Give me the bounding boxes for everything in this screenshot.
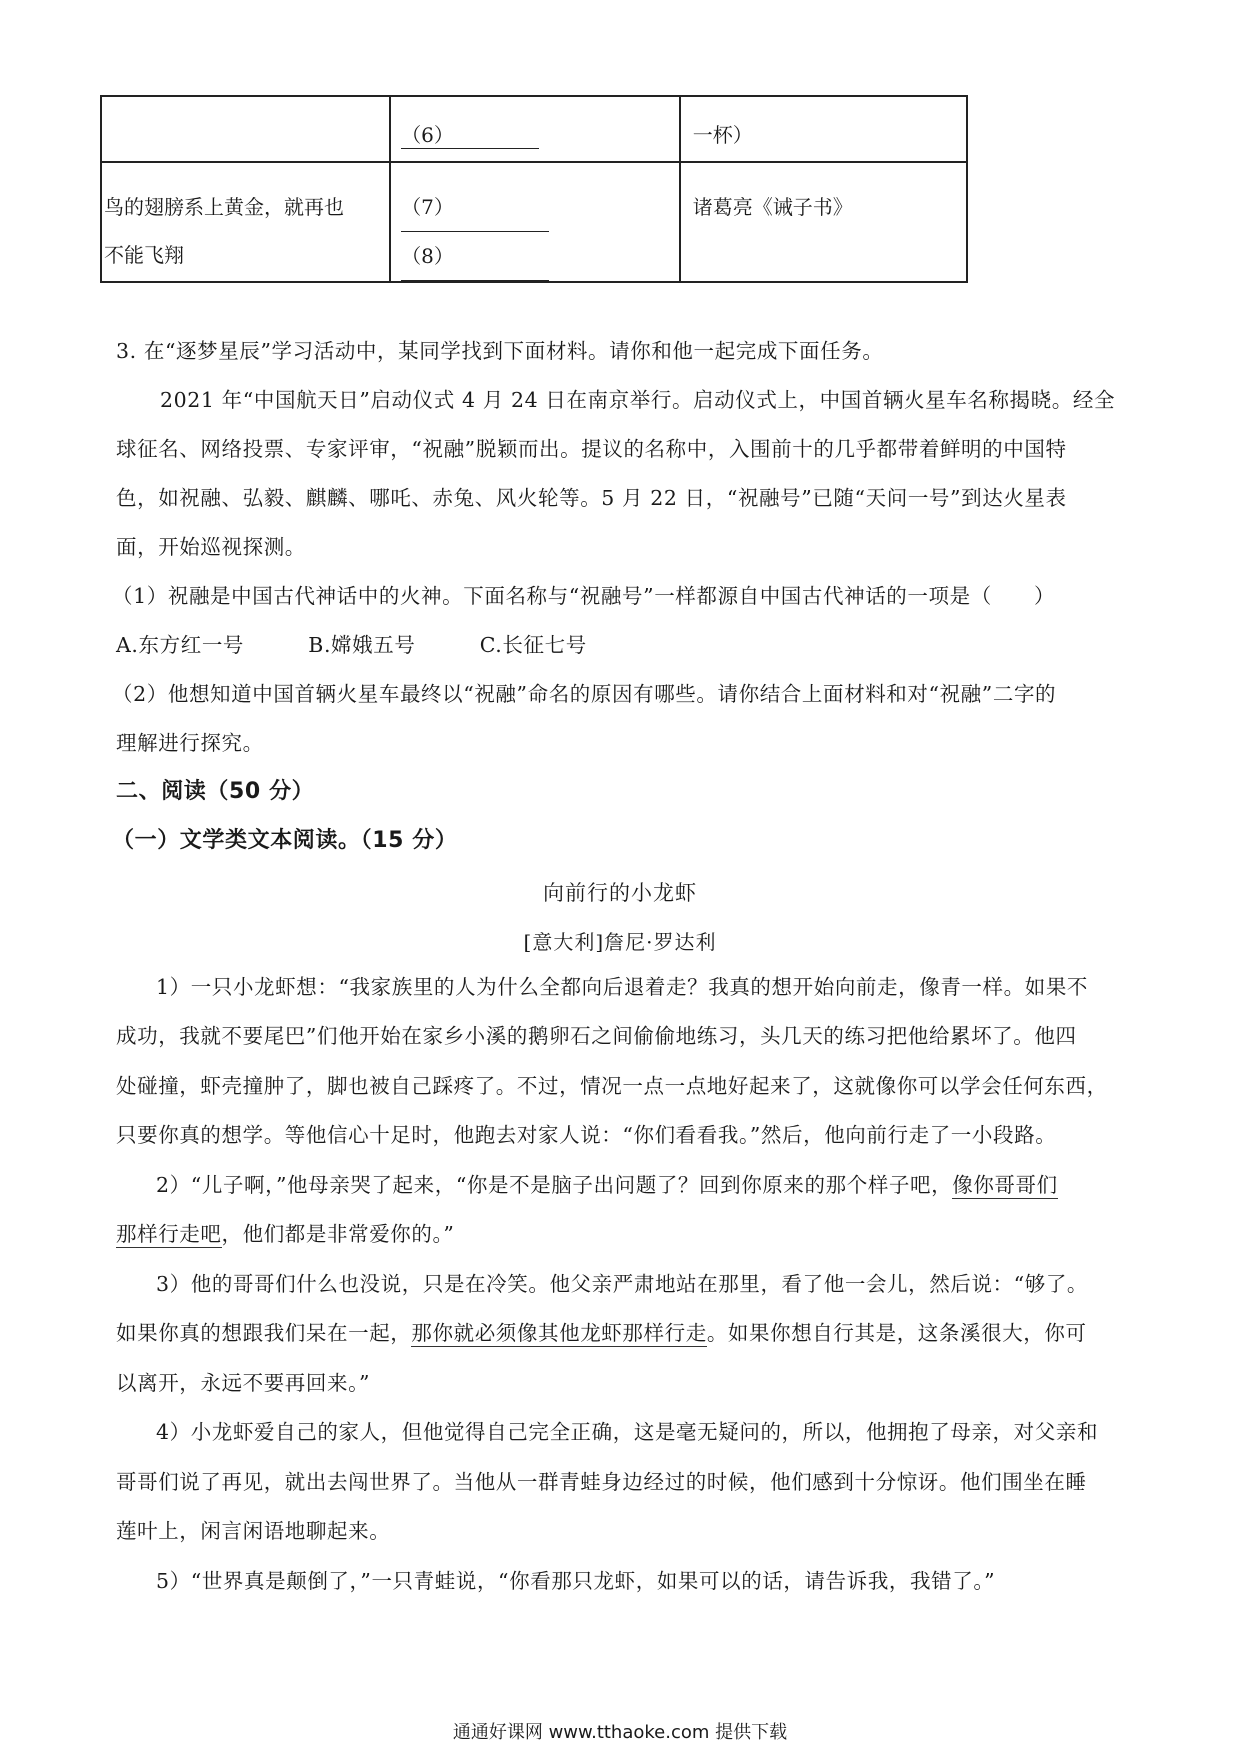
table-cell — [101, 162, 390, 282]
blank-7: （7） — [401, 183, 549, 232]
paragraph-line: 1）一只小龙虾想：“我家族里的人为什么全都向后退着走？我真的想开始向前走，像青一样。如果不 — [156, 975, 1089, 999]
section-heading: 二、阅读（50 分） — [116, 779, 315, 804]
paragraph-line — [116, 1220, 1126, 1248]
blank-8: （8） — [401, 232, 549, 281]
question-3-2: （2）他想知道中国首辆火星车最终以“祝融”命名的原因有哪些。请你结合上面材料和对“祝融”二字的 — [112, 682, 1057, 706]
paragraph-line — [116, 1319, 1126, 1347]
table-cell — [390, 162, 680, 282]
table-row — [101, 96, 967, 162]
paragraph-line — [156, 1171, 1166, 1199]
paragraph-line: 4）小龙虾爱自己的家人，但他觉得自己完全正确，这是毫无疑问的，所以，他拥抱了母亲，对父亲和 — [156, 1420, 1099, 1444]
paragraph-text: 2）“儿子啊，”他母亲哭了起来，“你是不是脑子出问题了？回到你原来的那个样子吧， — [156, 1173, 953, 1197]
question-3-1: （1）祝融是中国古代神话中的火神。下面名称与“祝融号”一样都源自中国古代神话的一项是（ ） — [112, 584, 1056, 608]
story-author: [意大利]詹尼·罗达利 — [523, 930, 717, 954]
quote-text: 不能飞翔 — [104, 243, 184, 267]
paragraph-line: 处碰撞，虾壳撞肿了，脚也被自己踩疼了。不过，情况一点一点地好起来了，这就像你可以学会任何东西， — [116, 1074, 1108, 1098]
paragraph-line: 以离开，永远不要再回来。” — [116, 1371, 371, 1395]
table-text: 一杯） — [692, 123, 753, 147]
paragraph-line: 5）“世界真是颠倒了，”一只青蛙说，“你看那只龙虾，如果可以的话，请告诉我，我错了。” — [156, 1569, 996, 1593]
question-3-2-cont: 理解进行探究。 — [116, 731, 264, 755]
footer-watermark: 通通好课网 www.tthaoke.com 提供下载 — [452, 1722, 788, 1743]
underlined-text: 像你哥哥们 — [952, 1173, 1058, 1197]
paragraph-line: 成功，我就不要尾巴”们他开始在家乡小溪的鹅卵石之间偷偷地练习，头几天的练习把他给累坏了。他四 — [116, 1024, 1077, 1048]
material-line: 2021 年“中国航天日”启动仪式 4 月 24 日在南京举行。启动仪式上，中国首辆火星车名称揭晓。经全 — [160, 388, 1116, 412]
paragraph-line: 莲叶上，闲言闲语地聊起来。 — [116, 1519, 391, 1543]
paragraph-line: 3）他的哥哥们什么也没说，只是在冷笑。他父亲严肃地站在那里，看了他一会儿，然后说：“够了。 — [156, 1272, 1089, 1296]
quote-table — [100, 95, 968, 283]
quote-text: 鸟的翅膀系上黄金，就再也 — [104, 195, 344, 219]
options-row — [116, 631, 1126, 659]
option-b: B.嫦娥五号 — [308, 633, 416, 657]
option-a: A.东方红一号 — [116, 633, 245, 657]
table-cell — [101, 96, 390, 162]
paragraph-text: 。如果你想自行其是，这条溪很大，你可 — [706, 1321, 1087, 1345]
paragraph-line: 只要你真的想学。等他信心十足时，他跑去对家人说：“你们看看我。”然后，他向前行走了一小段路。 — [116, 1123, 1057, 1147]
material-line: 球征名、网络投票、专家评审，“祝融”脱颖而出。提议的名称中，入围前十的几乎都带着鲜明的中国特 — [116, 437, 1067, 461]
quote-source: 诸葛亮《诫子书》 — [692, 195, 853, 219]
table-cell — [390, 96, 680, 162]
subsection-heading: （一）文学类文本阅读。（15 分） — [112, 828, 458, 853]
underlined-text: 那你就必须像其他龙虾那样行走 — [411, 1321, 707, 1345]
question-3-intro: 3. 在“逐梦星辰”学习活动中，某同学找到下面材料。请你和他一起完成下面任务。 — [116, 339, 884, 363]
paragraph-line: 哥哥们说了再见，就出去闯世界了。当他从一群青蛙身边经过的时候，他们感到十分惊讶。他们围坐在睡 — [116, 1470, 1087, 1494]
material-line: 面，开始巡视探测。 — [116, 535, 306, 559]
table-cell — [680, 162, 967, 282]
story-title: 向前行的小龙虾 — [543, 881, 697, 905]
underlined-text: 那样行走吧 — [116, 1222, 222, 1246]
table-cell — [680, 96, 967, 162]
option-c: C.长征七号 — [479, 633, 587, 657]
table-row — [101, 162, 967, 282]
paragraph-text: ，他们都是非常爱你的。” — [221, 1222, 455, 1246]
material-line: 色，如祝融、弘毅、麒麟、哪吒、赤兔、风火轮等。5 月 22 日，“祝融号”已随“天问一号”到达火星表 — [116, 486, 1067, 510]
blank-6: （6） — [401, 119, 539, 149]
paragraph-text: 如果你真的想跟我们呆在一起， — [116, 1321, 412, 1345]
